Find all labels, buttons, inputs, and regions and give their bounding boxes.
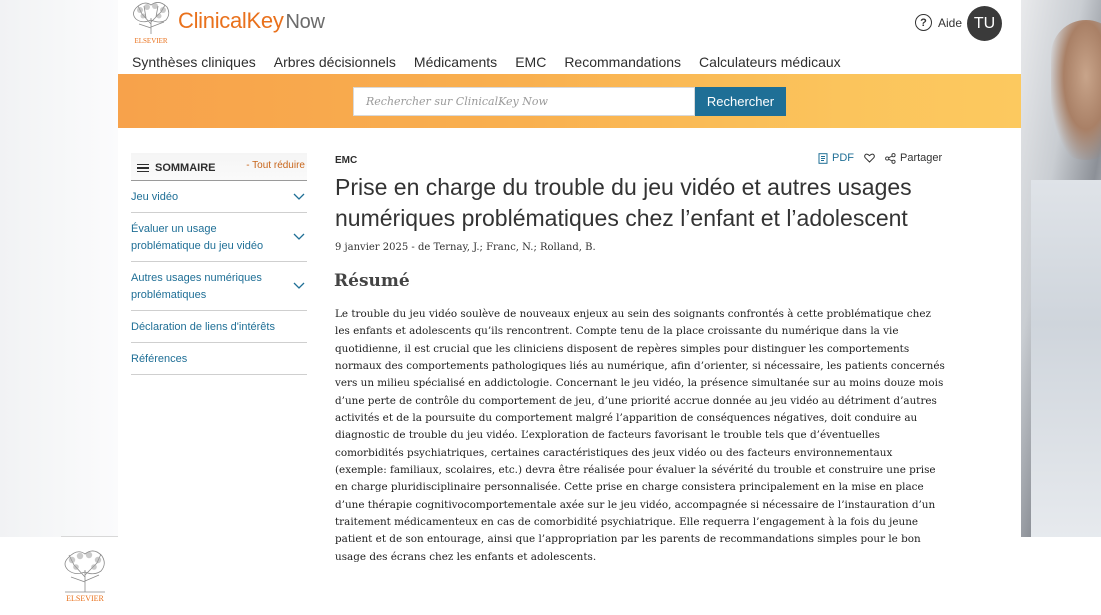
toc-title-wrap [137, 162, 216, 174]
nav-emc[interactable]: EMC [515, 54, 547, 70]
main-nav [132, 54, 841, 70]
help-link[interactable] [915, 14, 962, 31]
toc-item-jeu-video[interactable] [131, 181, 307, 213]
pdf-label: PDF [832, 152, 854, 164]
article-source: EMC [335, 155, 358, 166]
share-icon [885, 153, 896, 164]
toc-item-declaration-liens[interactable] [131, 311, 307, 343]
brand-main: ClinicalKey [178, 8, 284, 33]
toc-header [131, 153, 307, 181]
background-left [0, 0, 118, 537]
toc-item-label: Références [131, 353, 188, 365]
abstract-text: Le trouble du jeu vidéo soulève de nouveaux enjeux au sein des soignants confrontés à cette problématique chez les enfants et adolescents qu’ils rencontrent. Compte tenu de la place croissante du numérique dans la vie quotidienne, il est crucial que les cliniciens disposent de repères simples pour distinguer les comportements normaux des comportements pathologiques liés au numérique, afin d’orienter, si nécessaire, les patients concernés vers un milieu spécialisé en addictologie. Concernant le jeu vidéo, la présence simultanée sur au moins douze mois d’une perte de contrôle du comportement de jeu, d’une priorité accrue donnée au jeu vidéo au détriment d’autres activités et de la poursuite du comportement malgré l’apparition de conséquences négatives, doit conduire au diagnostic de trouble du jeu vidéo. L’exploration de facteurs favorisant le trouble tels que d’éventuelles comorbidités psychiatriques, certaines caractéristiques des jeux vidéo ou des facteurs environnementaux (exemple: familiaux, scolaires, etc.) devra être réalisée pour évaluer la sévérité du trouble et construire une prise en charge pluridisciplinaire personnalisée. Cette prise en charge consistera principalement en la mise en place d’une thérapie cognitivocomportementale axée sur le jeu vidéo, accompagnée si nécessaire de l’instauration d’un traitement médicamenteux en cas de comorbidité psychiatrique. Elle requerra l’engagement à la fois du jeune patient et de son entourage, ainsi que l’appropriation par les parents de recommandations simples pour le bon usage des écrans chez les enfants et adolescents. [335, 308, 945, 563]
search-button[interactable]: Rechercher [695, 87, 786, 116]
search-banner [118, 74, 1021, 128]
article-meta: 9 janvier 2025 - de Ternay, J.; Franc, N.; Rolland, B. [335, 242, 596, 253]
table-of-contents [131, 153, 307, 375]
toc-item-references[interactable] [131, 343, 307, 375]
nav-arbres-decisionnels[interactable]: Arbres décisionnels [273, 54, 396, 70]
nav-medicaments[interactable]: Médicaments [413, 54, 498, 70]
toc-item-autres-usages[interactable] [131, 262, 307, 311]
nav-recommandations[interactable]: Recommandations [564, 54, 682, 70]
elsevier-wordmark: ELSEVIER [134, 37, 168, 44]
list-icon [137, 164, 149, 173]
share-label: Partager [900, 152, 943, 164]
footer-divider [61, 536, 118, 537]
help-label: Aide [938, 15, 963, 30]
pdf-button[interactable] [818, 152, 854, 164]
help-icon: ? [915, 14, 932, 31]
toc-item-label: Évaluer un usage problématique du jeu vidéo [131, 223, 264, 252]
chevron-down-icon[interactable] [293, 190, 305, 202]
share-button[interactable] [885, 152, 942, 164]
page [118, 0, 1021, 563]
abstract-heading: Résumé [334, 271, 410, 291]
elsevier-tree-icon [130, 0, 172, 44]
toc-title: SOMMAIRE [155, 162, 216, 174]
nav-calculateurs-medicaux[interactable]: Calculateurs médicaux [699, 54, 841, 70]
brand-suffix: Now [285, 11, 325, 33]
article-actions [818, 152, 942, 164]
toc-item-label: Déclaration de liens d'intérêts [131, 321, 275, 333]
search-input[interactable]: Rechercher sur ClinicalKey Now [353, 87, 695, 116]
chevron-down-icon[interactable] [293, 279, 305, 291]
toc-item-evaluer-usage[interactable] [131, 213, 307, 262]
collapse-all-link[interactable]: - Tout réduire [246, 160, 305, 171]
footer-elsevier-logo[interactable] [61, 546, 109, 602]
toc-item-label: Autres usages numériques problématiques [131, 272, 262, 301]
footer-publisher: ELSEVIER [66, 594, 104, 602]
article-title: Prise en charge du trouble du jeu vidéo et autres usages numériques problématiques chez l’enfant et l’adolescent [335, 174, 912, 231]
background-photo [1021, 0, 1101, 537]
nav-syntheses-cliniques[interactable]: Synthèses cliniques [132, 54, 256, 70]
pdf-icon [818, 153, 828, 164]
user-avatar[interactable]: TU [967, 6, 1002, 41]
heart-icon[interactable] [864, 153, 875, 163]
toc-item-label: Jeu vidéo [131, 191, 179, 203]
clinicalkey-logo[interactable] [178, 8, 325, 34]
chevron-down-icon[interactable] [293, 230, 305, 242]
